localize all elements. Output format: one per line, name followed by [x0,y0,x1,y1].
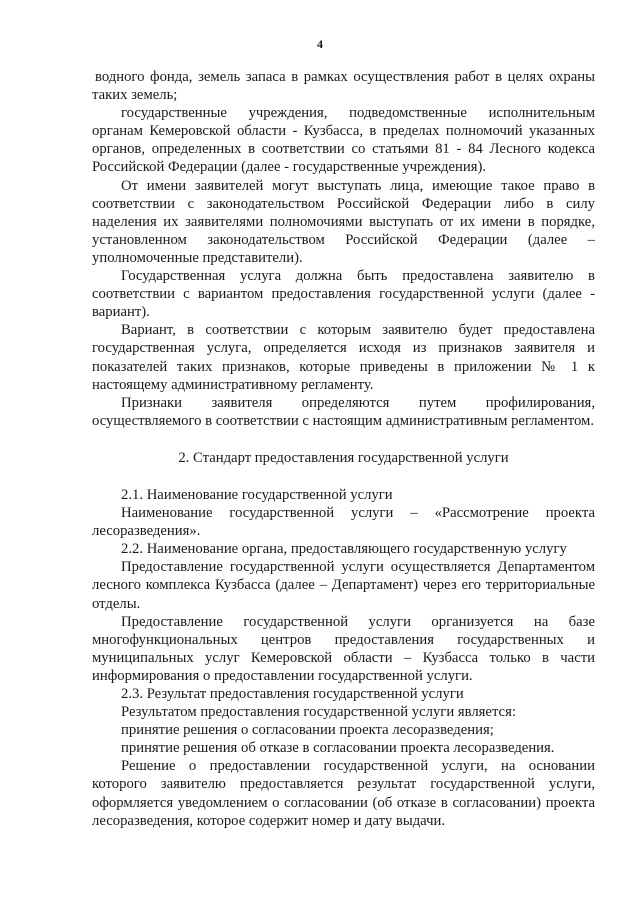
paragraph-representatives: От имени заявителей могут выступать лица, имеющие такое право в соответствии с законодательством Российской Федерации либо в силу наделения их заявителями полномочиями выступать от их имени в порядке, установленном законодательством Российской Федерации (далее – уполномоченные представители). [92,177,595,266]
paragraph-mfc: Предоставление государственной услуги организуется на базе многофункциональных центров предоставления государственных и муниципальных услуг Кемеровской области – Кузбасса только в части информирования о предоставлении государственной услуги. [92,613,595,684]
subsection-2-3-title: 2.3. Результат предоставления государственной услуги [121,686,464,702]
paragraph-variant-determination: Вариант, в соответствии с которым заявителю будет предоставлена государственная услуга, определяется исходя из признаков заявителя и показателей таких признаков, которые приведены в приложении № 1 к настоящему административному регламенту. [92,322,595,393]
paragraph-continuation: водного фонда, земель запаса в рамках осуществления работ в целях охраны таких земель; [92,69,595,104]
paragraph-result-decision: Решение о предоставлении государственной услуги, на основании которого заявителю предоставляется результат государственной услуги, оформляется уведомлением о согласовании (об отказе в согласовании) проекта лесоразведения, которое содержит номер и дату выдачи. [92,758,595,829]
paragraph-result-approval: принятие решения о согласовании проекта лесоразведения; [121,722,494,739]
page-number: 4 [317,37,323,51]
paragraph-result-refusal: принятие решения об отказе в согласовании проекта лесоразведения. [121,740,555,757]
paragraph-state-institutions: государственные учреждения, подведомственные исполнительным органам Кемеровской области - Кузбасса, в пределах полномочий указанных органов, определенных в соответствии со статьями 81 - 84 Лесного кодекса Российской Федерации (далее - государственные учреждения). [92,105,595,176]
paragraph-service-name: Наименование государственной услуги – «Рассмотрение проекта лесоразведения». [92,505,595,540]
subsection-2-2-title: 2.2. Наименование органа, предоставляющего государственную услугу [121,541,567,558]
section-heading: 2. Стандарт предоставления государственной услуги [178,449,509,466]
document-body [92,68,595,830]
paragraph-result-intro: Результатом предоставления государственной услуги является: [121,704,516,721]
paragraph-department: Предоставление государственной услуги осуществляется Департаментом лесного комплекса Кузбасса (далее – Департамент) через его территориальные отделы. [92,559,595,612]
subsection-2-1-title: 2.1. Наименование государственной услуги [121,486,393,503]
paragraph-variant: Государственная услуга должна быть предоставлена заявителю в соответствии с вариантом предоставления государственной услуги (далее - вариант). [92,268,595,321]
paragraph-profiling: Признаки заявителя определяются путем профилирования, осуществляемого в соответствии с настоящим административным регламентом. [92,394,595,429]
